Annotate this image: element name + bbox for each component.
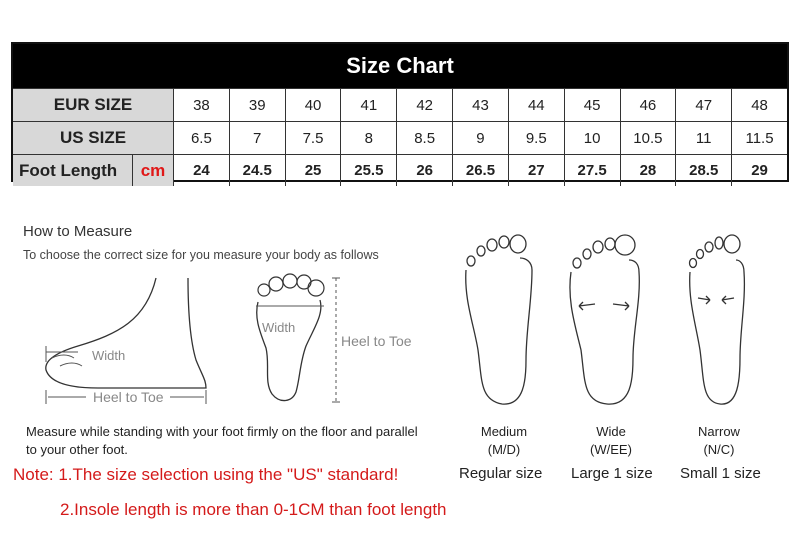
- medium-foot-icon: [460, 230, 540, 410]
- foot-length-cell: 26: [396, 155, 452, 186]
- foot-length-cell: 28: [620, 155, 676, 186]
- narrow-size-advice: Small 1 size: [680, 465, 761, 482]
- side-width-label: Width: [92, 348, 126, 363]
- sole-heel-to-toe-label: Heel to Toe: [341, 333, 412, 349]
- us-size-cell: 10: [564, 122, 620, 154]
- eur-size-row: [13, 88, 787, 121]
- wide-foot-icon: [565, 230, 645, 410]
- wide-foot-caption: [575, 423, 647, 459]
- medium-foot-code: (M/D): [487, 442, 521, 457]
- us-size-row: [13, 121, 787, 154]
- narrow-foot-code: (N/C): [703, 442, 735, 457]
- us-size-cell: 6.5: [173, 122, 229, 154]
- size-chart-table: [11, 42, 789, 182]
- us-size-cell: 11.5: [731, 122, 787, 154]
- foot-length-unit: cm: [132, 155, 173, 186]
- eur-size-cell: 40: [285, 89, 341, 121]
- eur-size-cell: 47: [675, 89, 731, 121]
- narrow-foot-icon: [680, 230, 760, 410]
- foot-length-cell: 29: [731, 155, 787, 186]
- eur-size-cell: 44: [508, 89, 564, 121]
- foot-length-cell: 25.5: [340, 155, 396, 186]
- foot-length-cell: 24: [173, 155, 229, 186]
- us-size-cell: 7: [229, 122, 285, 154]
- eur-size-cell: 45: [564, 89, 620, 121]
- us-size-cell: 8.5: [396, 122, 452, 154]
- how-to-measure-subtitle: To choose the correct size for you measure your body as follows: [23, 248, 379, 262]
- foot-length-cell: 26.5: [452, 155, 508, 186]
- how-to-measure-title: How to Measure: [23, 223, 133, 240]
- medium-size-advice: Regular size: [459, 465, 543, 482]
- foot-length-header: [13, 155, 173, 186]
- us-size-cell: 9: [452, 122, 508, 154]
- foot-length-cell: 24.5: [229, 155, 285, 186]
- note-insole-length: 2.Insole length is more than 0-1CM than foot length: [60, 500, 447, 519]
- eur-size-cell: 41: [340, 89, 396, 121]
- wide-foot-name: Wide: [596, 424, 626, 439]
- eur-size-cell: 43: [452, 89, 508, 121]
- eur-size-cell: 38: [173, 89, 229, 121]
- foot-length-row: [13, 154, 787, 186]
- narrow-foot-caption: [686, 423, 752, 459]
- wide-size-advice: Large 1 size: [571, 465, 653, 482]
- us-size-cell: 9.5: [508, 122, 564, 154]
- eur-size-cell: 46: [620, 89, 676, 121]
- us-size-cell: 8: [340, 122, 396, 154]
- us-size-cell: 7.5: [285, 122, 341, 154]
- medium-foot-caption: [470, 423, 538, 459]
- side-heel-to-toe-label: Heel to Toe: [93, 389, 164, 405]
- eur-size-cell: 48: [731, 89, 787, 121]
- size-chart-title: Size Chart: [13, 44, 787, 88]
- us-size-cell: 11: [675, 122, 731, 154]
- note-us-standard: Note: 1.The size selection using the "US" standard!: [13, 465, 399, 484]
- measure-instruction: Measure while standing with your foot firmly on the floor and parallel to your other foot.: [26, 424, 418, 457]
- foot-length-cell: 28.5: [675, 155, 731, 186]
- eur-size-cell: 39: [229, 89, 285, 121]
- foot-length-cell: 27.5: [564, 155, 620, 186]
- foot-length-label: Foot Length: [19, 160, 118, 180]
- wide-foot-code: (W/EE): [590, 442, 632, 457]
- foot-length-cell: 27: [508, 155, 564, 186]
- medium-foot-name: Medium: [480, 424, 528, 439]
- sole-width-label: Width: [262, 320, 296, 335]
- narrow-foot-name: Narrow: [698, 424, 740, 439]
- us-size-label: US SIZE: [13, 122, 173, 154]
- foot-sole-view-illustration: [250, 270, 350, 410]
- eur-size-label: EUR SIZE: [13, 89, 173, 121]
- us-size-cell: 10.5: [620, 122, 676, 154]
- eur-size-cell: 42: [396, 89, 452, 121]
- foot-length-cell: 25: [285, 155, 341, 186]
